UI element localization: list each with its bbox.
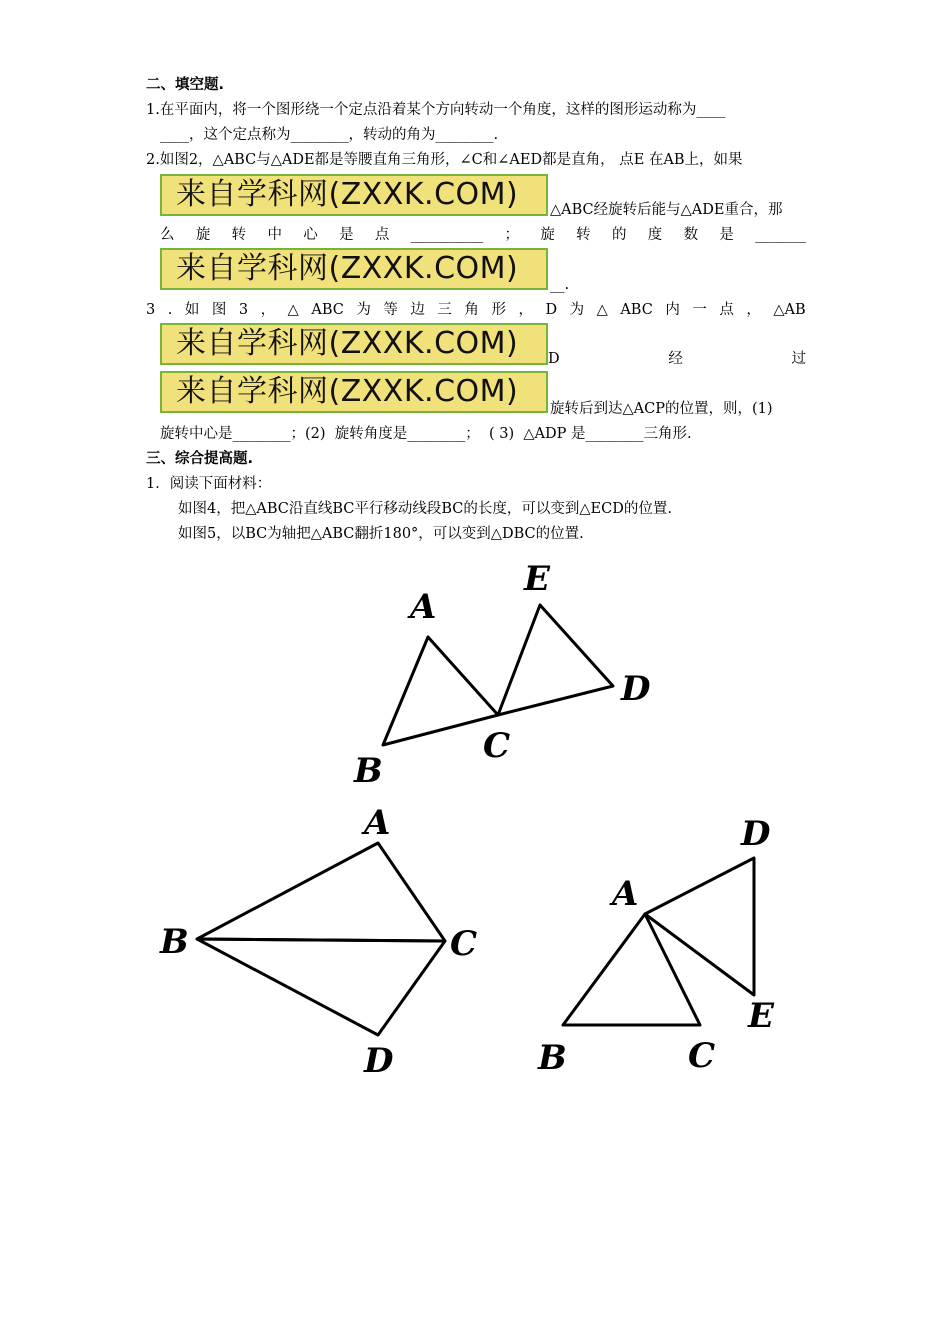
watermark-banner: 来自学科网(ZXXK.COM) — [160, 248, 548, 290]
label-a: A — [410, 587, 437, 627]
label-d: D — [364, 1041, 394, 1081]
q2-line3-token: 旋 — [540, 227, 555, 243]
q3-line1-token: △AB — [773, 302, 806, 318]
q3-line1-token: ， — [518, 302, 533, 318]
watermark-banner: 来自学科网(ZXXK.COM) — [160, 323, 548, 365]
q2-line3-token: 中 — [267, 227, 282, 243]
triangle-abc — [383, 637, 498, 745]
triangle-ecd — [498, 605, 613, 715]
label-c: C — [688, 1036, 716, 1076]
s3-q1-line1: 1．阅读下面材料： — [146, 476, 272, 492]
label-e: E — [748, 996, 774, 1036]
q3-line1-token: ， — [260, 302, 276, 318]
q3-line1-token: 3 — [238, 302, 249, 318]
q3-line1-token: D — [545, 302, 558, 318]
q3-line1-token: 为 — [569, 302, 585, 318]
label-e: E — [524, 559, 550, 599]
q3-line1-token: 角 — [464, 302, 479, 318]
q3-line1-token: 图 — [211, 302, 227, 318]
figure-reflection — [197, 843, 445, 1035]
q2-line1: 2.如图2，△ABC与△ADE都是等腰直角三角形，∠C和∠AED都是直角， 点E 在AB上，如果 — [146, 152, 743, 168]
q3-line1-token: 为 — [356, 302, 371, 318]
label-c: C — [450, 924, 478, 964]
q2-line3-token: 是 — [719, 227, 734, 243]
q1-line2: ____，这个定点称为________，转动的角为________. — [160, 127, 499, 143]
q2-line3-token: 么 — [160, 227, 175, 243]
q2-line3-token: __________ — [410, 227, 484, 243]
q3-line4: 旋转中心是________；(2) 旋转角度是________； ( 3) △ADP 是________三角形. — [160, 426, 692, 442]
triangle-ade — [645, 858, 754, 995]
triangle-dbc — [197, 939, 445, 1035]
q3-line2-token: 经 — [668, 351, 683, 367]
section2-heading: 二、填空题. — [146, 77, 225, 93]
q3-line1-token: ， — [746, 302, 761, 318]
q3-line1-token: △ — [596, 302, 608, 318]
q2-line3-token: 转 — [576, 227, 591, 243]
s3-q1-line2: 如图4，把△ABC沿直线BC平行移动线段BC的长度，可以变到△ECD的位置. — [178, 501, 672, 517]
q2-line3-token: 旋 — [195, 227, 211, 243]
q3-line1-token: 等 — [383, 302, 398, 318]
label-d: D — [621, 669, 651, 709]
section3-heading: 三、综合提高题. — [146, 451, 254, 467]
q2-line3-token: 度 — [647, 227, 663, 243]
q3-line1-token: 三 — [437, 302, 452, 318]
q3-line1-token: 3 — [146, 302, 156, 318]
watermark-banner: 来自学科网(ZXXK.COM) — [160, 174, 548, 216]
label-b: B — [160, 922, 189, 962]
q3-line1-token: ABC — [311, 302, 344, 318]
q3-line1-token: 如 — [184, 302, 200, 318]
q3-line1-token: 点 — [719, 302, 734, 318]
label-b: B — [538, 1038, 567, 1078]
q3-line1-token: 边 — [410, 302, 425, 318]
q2-line3-token: 数 — [683, 227, 699, 243]
triangle-abc — [563, 914, 700, 1025]
q3-line2-token: 过 — [791, 351, 806, 367]
q2-line3-token: 点 — [374, 227, 390, 243]
q2-line3-token: 是 — [339, 227, 354, 243]
q3-line1-token: . — [167, 302, 173, 318]
q2-line4-tail: __. — [550, 277, 570, 293]
label-c: C — [483, 726, 511, 766]
q2-line3-token: 转 — [231, 227, 247, 243]
q3-line3-tail: 旋转后到达△ACP的位置，则，(1) — [550, 401, 773, 417]
q3-line1-token: 内 — [665, 302, 680, 318]
q2-line3-token: _______ — [755, 227, 806, 243]
q3-line2-token: D — [548, 351, 560, 367]
q3-line1-token: ABC — [620, 302, 653, 318]
q2-line3-token: ； — [504, 227, 519, 243]
watermark-banner: 来自学科网(ZXXK.COM) — [160, 371, 548, 413]
q2-line3-token: 的 — [611, 227, 627, 243]
label-d: D — [741, 814, 771, 854]
q3-line1-token: 形 — [491, 302, 506, 318]
q3-line1-token: △ — [287, 302, 299, 318]
q1-line1: 1.在平面内，将一个图形绕一个定点沿着某个方向转动一个角度，这样的图形运动称为____ — [146, 102, 726, 118]
q2-line3-token: 心 — [303, 227, 318, 243]
label-a: A — [364, 803, 391, 843]
label-b: B — [354, 751, 383, 791]
q3-line1-token: 一 — [692, 302, 707, 318]
q2-line2-tail: △ABC经旋转后能与△ADE重合，那 — [550, 202, 783, 218]
triangle-abc — [197, 843, 445, 941]
figure-rotation — [563, 858, 754, 1025]
label-a: A — [612, 874, 639, 914]
s3-q1-line3: 如图5，以BC为轴把△ABC翻折180°，可以变到△DBC的位置. — [178, 526, 584, 542]
